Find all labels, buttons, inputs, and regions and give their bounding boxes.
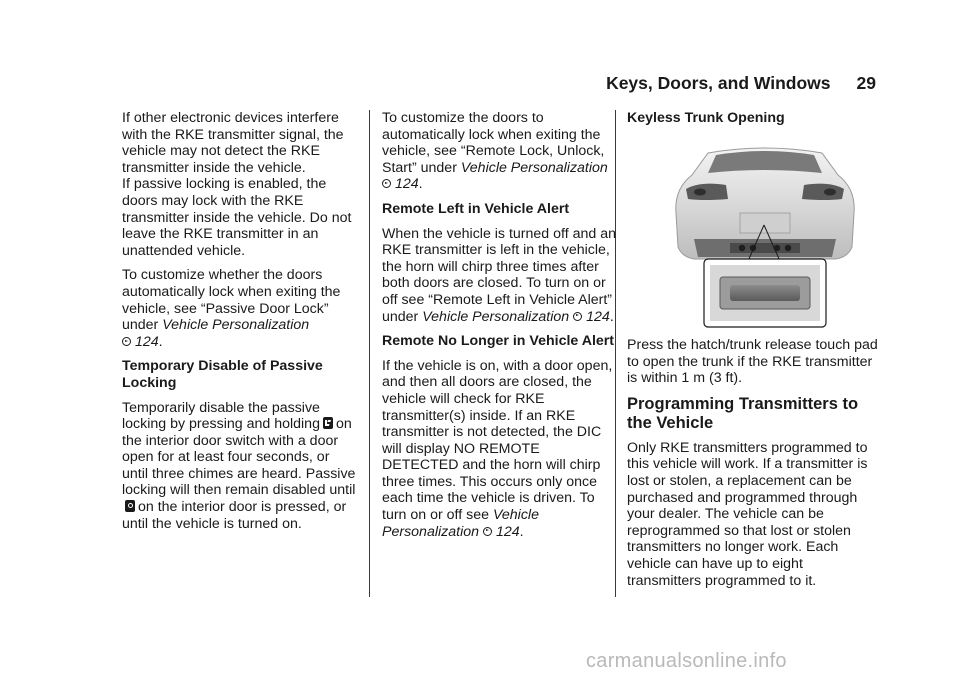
trunk-release-illustration bbox=[670, 145, 860, 330]
page-reference[interactable]: 124 bbox=[135, 333, 159, 350]
subheading-remote-no-longer: Remote No Longer in Vehicle Alert bbox=[382, 333, 615, 350]
unlock-button-icon bbox=[125, 500, 135, 512]
section-title: Keys, Doors, and Windows bbox=[606, 73, 831, 93]
paragraph-customize-passive-lock: To customize whether the doors automatically lock when exiting the vehicle, see “Passive Door Lock” under Vehicle Personalization 124. bbox=[122, 267, 341, 350]
subheading-remote-left: Remote Left in Vehicle Alert bbox=[382, 200, 570, 217]
page-reference[interactable]: 124 bbox=[586, 308, 610, 325]
heading-programming-transmitters: Programming Transmitters to the Vehicle bbox=[627, 394, 859, 432]
column-2 bbox=[382, 110, 618, 548]
subheading-temporary-disable: Temporary Disable of Passive Locking bbox=[122, 358, 323, 391]
paragraph-programming-transmitters: Only RKE transmitters programmed to this vehicle will work. If a transmitter is lost or stolen, a replacement can be purchased and programmed through your dealer. The vehicle can be reprogrammed so that lost or stolen transmitters no longer work. Each vehicle can have up to eight transmitters programmed to it. bbox=[627, 439, 868, 589]
paragraph-interference: If other electronic devices interfere with the RKE transmitter signal, the vehicle may not detect the RKE transmitter inside the vehicle. bbox=[122, 110, 344, 176]
column-divider-1 bbox=[369, 110, 370, 597]
paragraph-customize-auto-lock: To customize the doors to automatically lock when exiting the vehicle, see “Remote Lock, Unlock, Start” under Vehicle Personalization 124. bbox=[382, 110, 608, 193]
watermark: carmanualsonline.info bbox=[586, 650, 787, 672]
column-3 bbox=[627, 110, 879, 135]
paragraph-temporary-disable: Temporarily disable the passive locking by pressing and holding on the interior door switch with a door open for at least four seconds, or until three chimes are heard. Passive locking will then remain disabled untilon the interior door is pressed, or until the vehicle is turned on. bbox=[122, 399, 356, 532]
cross-reference-link[interactable]: Vehicle Personalization bbox=[460, 159, 608, 176]
subheading-keyless-trunk: Keyless Trunk Opening bbox=[627, 110, 785, 126]
cross-reference-link[interactable]: Vehicle Personalization bbox=[422, 308, 570, 325]
page-reference[interactable]: 124 bbox=[395, 176, 419, 193]
page-reference-arrow-icon bbox=[483, 527, 492, 536]
lock-button-icon bbox=[323, 417, 333, 429]
column-3-lower bbox=[627, 337, 879, 597]
paragraph-passive-locking: If passive locking is enabled, the doors may lock with the RKE transmitter inside the vehicle. Do not leave the RKE transmitter in an unattended vehicle. bbox=[122, 176, 352, 259]
cross-reference-link[interactable]: Vehicle Personalization bbox=[162, 317, 310, 334]
paragraph-keyless-trunk: Press the hatch/trunk release touch pad to open the trunk if the RKE transmitter is within 1 m (3 ft). bbox=[627, 337, 878, 387]
page-reference-arrow-icon bbox=[122, 337, 131, 346]
paragraph-remote-left: When the vehicle is turned off and an RKE transmitter is left in the vehicle, the horn will chirp three times after both doors are closed. To turn on or off see “Remote Left in Vehicle Alert” under Vehicle Personalization 124. bbox=[382, 225, 616, 325]
cross-reference-link[interactable]: Vehicle Personalization bbox=[382, 507, 539, 540]
page-reference-arrow-icon bbox=[382, 179, 391, 188]
page-header bbox=[606, 73, 876, 94]
paragraph-remote-no-longer: If the vehicle is on, with a door open, and then all doors are closed, the vehicle will check for RKE transmitter(s) inside. If an RKE transmitter is not detected, the DIC will display NO REMOTE DETECTED and the horn will chirp three times. This occurs only once each time the vehicle is driven. To turn on or off see Vehicle Personalization 124. bbox=[382, 357, 613, 540]
page-reference[interactable]: 124 bbox=[495, 523, 520, 540]
page-number: 29 bbox=[856, 73, 876, 93]
column-1 bbox=[122, 110, 358, 540]
page-reference-arrow-icon bbox=[573, 312, 582, 321]
